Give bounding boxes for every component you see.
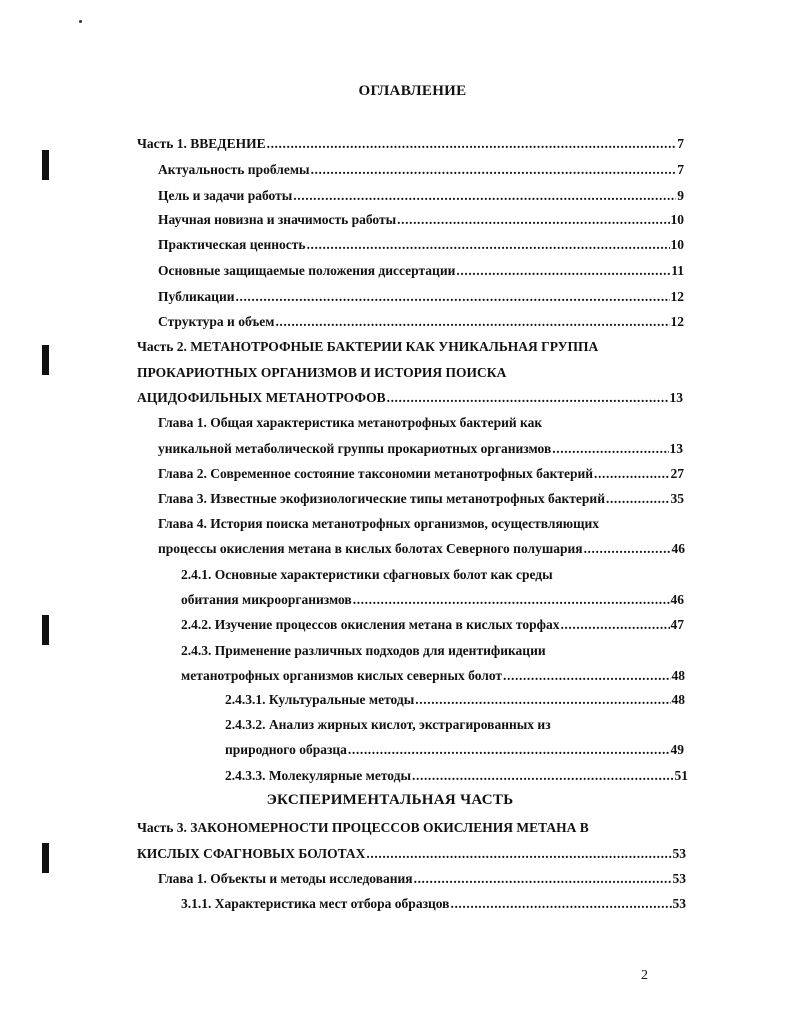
leader-dots [594,465,669,483]
toc-entry-text: Цель и задачи работы [158,188,293,203]
toc-entry-text: Глава 1. Общая характеристика метанотрофных бактерий как [158,415,543,430]
toc-entry-text: 2.4.3.3. Молекулярные методы [225,768,412,783]
toc-entry [181,895,686,913]
toc-entry-text: 2.4.3. Применение различных подходов для идентификации [181,643,546,658]
toc-entry [158,211,684,229]
toc-entry-page: 53 [672,896,686,911]
section-heading: ЭКСПЕРИМЕНТАЛЬНАЯ ЧАСТЬ [266,792,514,808]
leader-dots [450,895,671,913]
toc-entry [181,616,684,634]
toc-entry [158,490,684,508]
toc-entry [137,819,589,837]
leader-dots [348,741,670,759]
toc-entry-page: 12 [670,314,684,329]
toc-entry-page: 53 [672,846,686,861]
toc-entry-page: 49 [670,742,684,757]
leader-dots [397,211,669,229]
toc-entry-page: 9 [677,188,684,203]
scan-mark-2 [42,345,49,375]
toc-entry-text: Основные защищаемые положения диссертации [158,263,456,278]
toc-entry-text: обитания микроорганизмов [181,592,352,607]
leader-dots [311,161,677,179]
toc-entry [158,262,684,280]
toc-entry-page: 48 [671,692,685,707]
leader-dots [293,187,676,205]
toc-entry [158,540,685,558]
toc-entry-text: Структура и объем [158,314,275,329]
toc-entry-text: уникальной метаболической группы прокариотных организмов [158,441,552,456]
scan-mark-1 [42,150,49,180]
toc-entry-text: 3.1.1. Характеристика мест отбора образцов [181,896,450,911]
toc-entry-page: 10 [670,212,684,227]
leader-dots [307,236,670,254]
page-number: 2 [641,968,648,983]
toc-entry-text: Практическая ценность [158,237,306,252]
toc-entry-text: ПРОКАРИОТНЫХ ОРГАНИЗМОВ И ИСТОРИЯ ПОИСКА [137,365,507,380]
leader-dots [412,767,673,785]
toc-entry-text: Часть 1. ВВЕДЕНИЕ [137,136,266,151]
toc-entry-text: природного образца [225,742,347,757]
toc-entry-page: 51 [674,768,688,783]
toc-entry-text: Глава 4. История поиска метанотрофных организмов, осуществляющих [158,516,600,531]
toc-entry-text: 2.4.2. Изучение процессов окисления метана в кислых торфах [181,617,560,632]
toc-entry-text: 2.4.1. Основные характеристики сфагновых болот как среды [181,567,553,582]
toc-entry [158,313,684,331]
leader-dots [456,262,670,280]
leader-dots [552,440,668,458]
toc-entry [158,440,683,458]
toc-entry [181,642,546,660]
toc-entry-text: Часть 2. МЕТАНОТРОФНЫЕ БАКТЕРИИ КАК УНИКАЛЬНАЯ ГРУППА [137,339,599,354]
toc-entry-page: 27 [670,466,684,481]
toc-entry-page: 35 [670,491,684,506]
toc-entry [158,465,684,483]
toc-entry [158,515,599,533]
toc-entry [137,135,684,153]
toc-entry [137,845,686,863]
toc-entry [225,716,551,734]
toc-entry [158,187,684,205]
leader-dots [560,616,669,634]
toc-entry [158,236,684,254]
toc-entry [137,389,683,407]
toc-entry-page: 46 [671,541,685,556]
toc-entry-page: 46 [670,592,684,607]
toc-entry [225,741,684,759]
leader-dots [267,135,677,153]
toc-entry-text: 2.4.3.1. Культуральные методы [225,692,415,707]
toc-entry-text: Публикации [158,289,235,304]
leader-dots [414,870,672,888]
toc-entry-page: 11 [671,263,684,278]
toc-entry-text: Глава 1. Объекты и методы исследования [158,871,413,886]
scan-mark-3 [42,615,49,645]
toc-entry [181,667,685,685]
leader-dots [503,667,670,685]
toc-entry [225,691,685,709]
leader-dots [366,845,671,863]
leader-dots [236,288,670,306]
leader-dots [353,591,670,609]
toc-entry [181,566,553,584]
leader-dots [584,540,671,558]
toc-entry-text: Глава 3. Известные экофизиологические типы метанотрофных бактерий [158,491,605,506]
toc-entry [137,338,598,356]
toc-entry-page: 48 [671,668,685,683]
toc-entry-page: 53 [672,871,686,886]
toc-entry-text: процессы окисления метана в кислых болотах Северного полушария [158,541,583,556]
scan-speck [79,20,82,23]
toc-entry-text: метанотрофных организмов кислых северных болот [181,668,503,683]
leader-dots [387,389,669,407]
toc-entry-page: 47 [670,617,684,632]
leader-dots [606,490,670,508]
toc-entry-text: Часть 3. ЗАКОНОМЕРНОСТИ ПРОЦЕССОВ ОКИСЛЕНИЯ МЕТАНА В [137,820,589,835]
toc-entry-page: 13 [669,441,683,456]
toc-entry-text: Глава 2. Современное состояние таксономии метанотрофных бактерий [158,466,594,481]
toc-entry [158,161,684,179]
toc-entry-text: АЦИДОФИЛЬНЫХ МЕТАНОТРОФОВ [137,390,386,405]
toc-entry [225,767,688,785]
leader-dots [275,313,669,331]
toc-entry-page: 12 [670,289,684,304]
toc-entry-page: 7 [677,136,684,151]
toc-entry-text: Актуальность проблемы [158,162,310,177]
toc-entry-page: 10 [670,237,684,252]
toc-entry-page: 7 [677,162,684,177]
toc-entry [181,591,684,609]
toc-title: ОГЛАВЛЕНИЕ [358,83,467,99]
scan-mark-4 [42,843,49,873]
toc-entry-text: КИСЛЫХ СФАГНОВЫХ БОЛОТАХ [137,846,366,861]
toc-entry [158,870,686,888]
leader-dots [415,691,670,709]
toc-entry-text: Научная новизна и значимость работы [158,212,397,227]
toc-entry-page: 13 [669,390,683,405]
toc-entry-text: 2.4.3.2. Анализ жирных кислот, экстрагированных из [225,717,551,732]
toc-entry [158,414,542,432]
toc-entry [137,364,506,382]
toc-entry [158,288,684,306]
